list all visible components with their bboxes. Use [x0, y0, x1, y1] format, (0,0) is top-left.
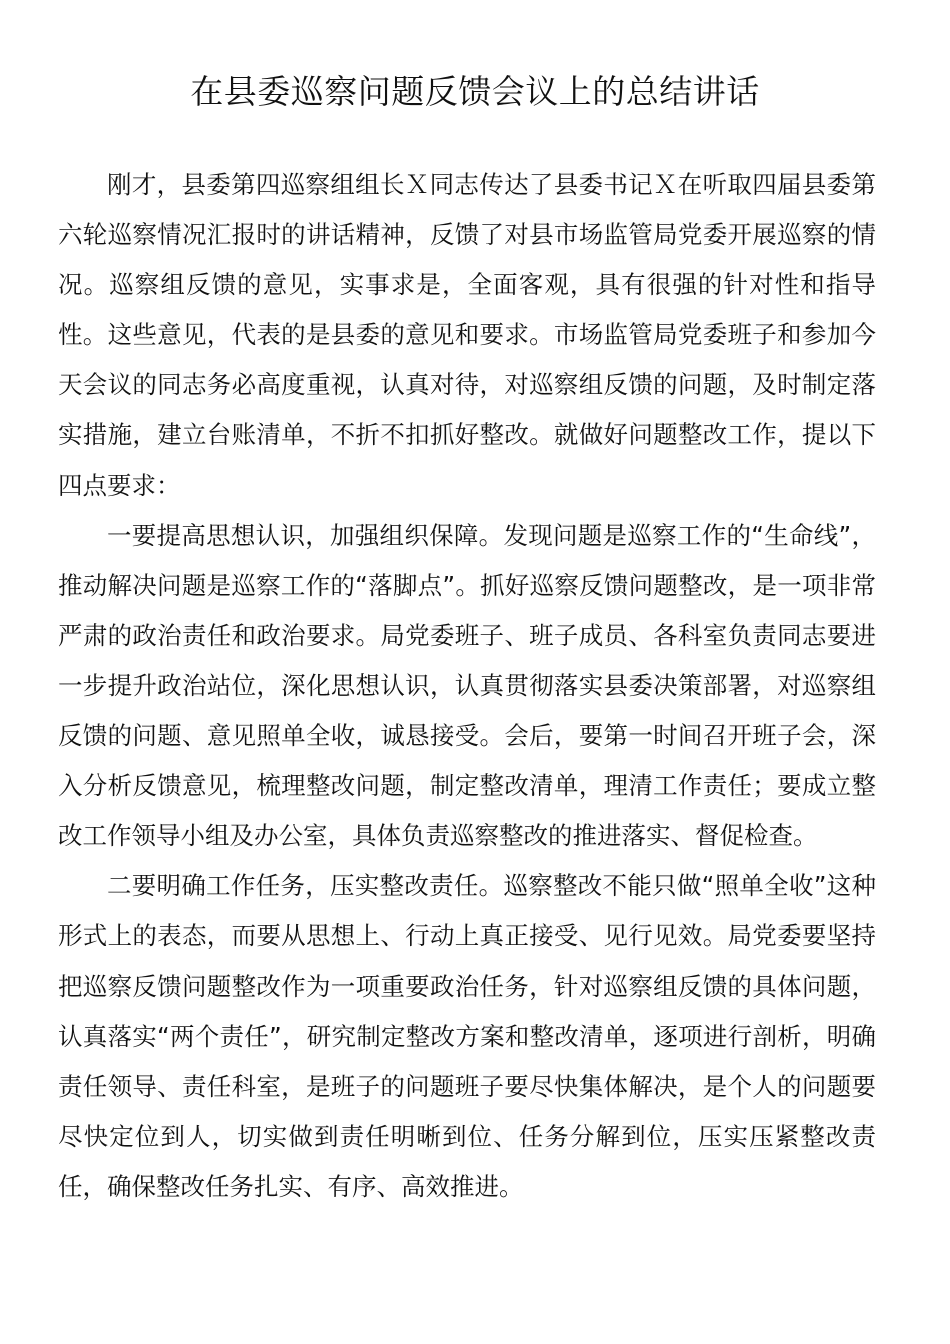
paragraph-requirement-two: 二要明确工作任务，压实整改责任。巡察整改不能只做“照单全收”这种形式上的表态，而要从思想上、行动上真正接受、见行见效。局党委要坚持把巡察反馈问题整改作为一项重要政治任务，针对巡察组反馈的具体问题，认真落实“两个责任”，研究制定整改方案和整改清单，逐项进行剖析，明确责任领导、责任科室，是班子的问题班子要尽快集体解决，是个人的问题要尽快定位到人，切实做到责任明晰到位、任务分解到位，压实压紧整改责任，确保整改任务扎实、有序、高效推进。	[58, 871, 876, 1201]
paragraph-requirement-one: 一要提高思想认识，加强组织保障。发现问题是巡察工作的“生命线”，推动解决问题是巡察工作的“落脚点”。抓好巡察反馈问题整改，是一项非常严肃的政治责任和政治要求。局党委班子、班子成员、各科室负责同志要进一步提升政治站位，深化思想认识，认真贯彻落实县委决策部署，对巡察组反馈的问题、意见照单全收，诚恳接受。会后，要第一时间召开班子会，深入分析反馈意见，梳理整改问题，制定整改清单，理清工作责任；要成立整改工作领导小组及办公室，具体负责巡察整改的推进落实、督促检查。	[58, 520, 876, 851]
page-title: 在县委巡察问题反馈会议上的总结讲话	[190, 72, 760, 111]
paragraph-intro: 刚才，县委第四巡察组组长Ｘ同志传达了县委书记Ｘ在听取四届县委第六轮巡察情况汇报时的讲话精神，反馈了对县市场监管局党委开展巡察的情况。巡察组反馈的意见，实事求是，全面客观，具有很强的针对性和指导性。这些意见，代表的是县委的意见和要求。市场监管局党委班子和参加今天会议的同志务必高度重视，认真对待，对巡察组反馈的问题，及时制定落实措施，建立台账清单，不折不扣抓好整改。就做好问题整改工作，提以下四点要求：	[58, 170, 876, 500]
